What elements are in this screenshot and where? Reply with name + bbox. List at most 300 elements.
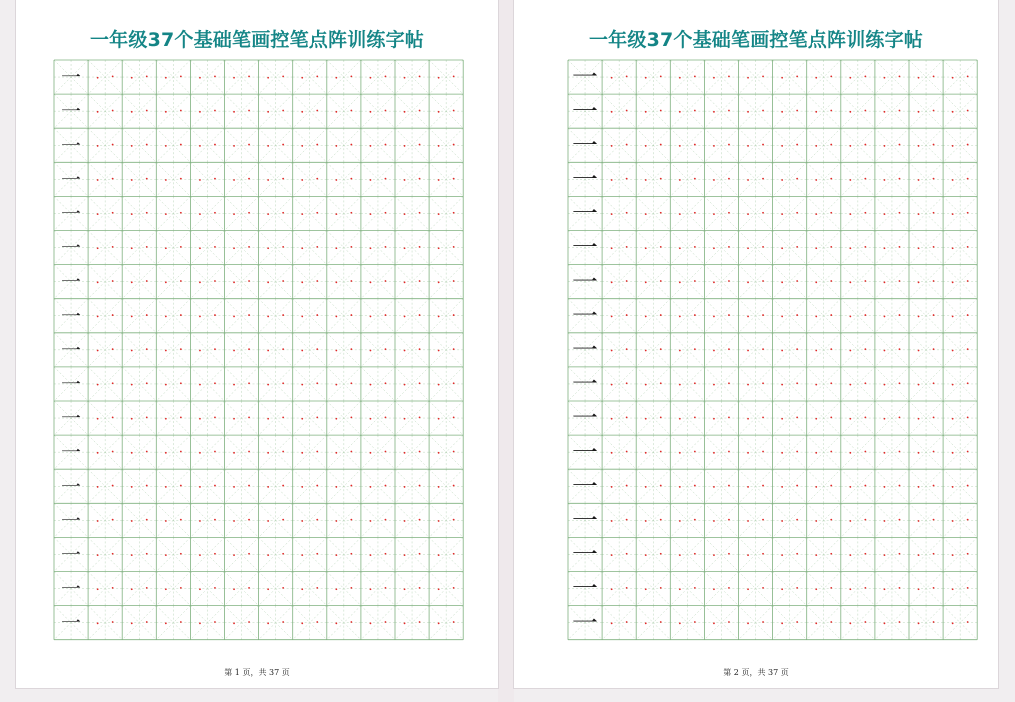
start-dot xyxy=(370,179,372,181)
end-dot xyxy=(180,280,182,282)
model-stroke-char: 一 xyxy=(61,303,82,328)
end-dot xyxy=(660,416,662,418)
start-dot xyxy=(918,179,920,181)
practice-cell xyxy=(327,265,361,299)
end-dot xyxy=(728,75,730,77)
end-dot xyxy=(453,451,455,453)
start-dot xyxy=(131,520,133,522)
practice-cell xyxy=(875,606,909,640)
end-dot xyxy=(660,519,662,521)
start-dot xyxy=(233,452,235,454)
start-dot xyxy=(301,77,303,79)
start-dot xyxy=(849,384,851,386)
practice-cell xyxy=(773,503,807,537)
practice-cell xyxy=(395,162,429,196)
practice-cell xyxy=(395,94,429,128)
start-dot xyxy=(165,588,167,590)
practice-cell xyxy=(293,435,327,469)
end-dot xyxy=(864,178,866,180)
practice-cell xyxy=(259,231,293,265)
practice-cell xyxy=(88,401,122,435)
end-dot xyxy=(796,553,798,555)
practice-cell xyxy=(54,572,88,606)
practice-cell xyxy=(225,196,259,230)
practice-cell xyxy=(190,572,224,606)
end-dot xyxy=(626,416,628,418)
start-dot xyxy=(611,520,613,522)
end-dot xyxy=(762,485,764,487)
start-dot xyxy=(713,588,715,590)
practice-cell xyxy=(395,265,429,299)
end-dot xyxy=(112,382,114,384)
practice-cell xyxy=(875,94,909,128)
end-dot xyxy=(385,553,387,555)
document-page-2[interactable] xyxy=(514,0,998,688)
end-dot xyxy=(350,144,352,146)
end-dot xyxy=(626,178,628,180)
end-dot xyxy=(864,485,866,487)
practice-cell xyxy=(807,265,841,299)
start-dot xyxy=(131,281,133,283)
end-dot xyxy=(728,212,730,214)
end-dot xyxy=(419,451,421,453)
start-dot xyxy=(97,213,99,215)
practice-cell xyxy=(225,231,259,265)
end-dot xyxy=(248,178,250,180)
practice-cell xyxy=(327,537,361,571)
end-dot xyxy=(112,178,114,180)
practice-cell xyxy=(602,606,636,640)
start-dot xyxy=(884,316,886,318)
start-dot xyxy=(645,554,647,556)
end-dot xyxy=(762,246,764,248)
start-dot xyxy=(645,520,647,522)
practice-cell xyxy=(568,94,602,128)
practice-cell xyxy=(875,435,909,469)
start-dot xyxy=(645,111,647,113)
end-dot xyxy=(796,587,798,589)
end-dot xyxy=(112,621,114,623)
practice-cell xyxy=(704,265,738,299)
end-dot xyxy=(146,553,148,555)
practice-cell xyxy=(670,333,704,367)
end-dot xyxy=(933,110,935,112)
practice-cell xyxy=(807,469,841,503)
start-dot xyxy=(438,179,440,181)
practice-cell xyxy=(909,94,943,128)
start-dot xyxy=(713,384,715,386)
start-dot xyxy=(438,520,440,522)
practice-cell xyxy=(773,333,807,367)
start-dot xyxy=(97,350,99,352)
practice-cell xyxy=(54,367,88,401)
end-dot xyxy=(248,144,250,146)
end-dot xyxy=(626,553,628,555)
practice-cell xyxy=(190,299,224,333)
end-dot xyxy=(248,280,250,282)
practice-cell xyxy=(395,333,429,367)
end-dot xyxy=(146,212,148,214)
practice-cell xyxy=(54,231,88,265)
practice-cell xyxy=(190,537,224,571)
practice-cell xyxy=(773,537,807,571)
practice-cell xyxy=(909,606,943,640)
start-dot xyxy=(815,520,817,522)
end-dot xyxy=(385,485,387,487)
end-dot xyxy=(248,519,250,521)
model-stroke-char: 一 xyxy=(61,610,82,635)
end-dot xyxy=(762,75,764,77)
end-dot xyxy=(112,280,114,282)
practice-cell xyxy=(568,162,602,196)
end-dot xyxy=(453,416,455,418)
end-dot xyxy=(830,485,832,487)
practice-cell xyxy=(225,469,259,503)
practice-cell xyxy=(943,60,977,94)
end-dot xyxy=(626,621,628,623)
practice-cell xyxy=(568,503,602,537)
practice-cell xyxy=(327,196,361,230)
start-dot xyxy=(645,281,647,283)
model-stroke-char: 一 xyxy=(61,508,82,533)
end-dot xyxy=(967,587,969,589)
practice-cell xyxy=(327,367,361,401)
practice-cell xyxy=(909,572,943,606)
practice-cell xyxy=(807,231,841,265)
end-dot xyxy=(316,621,318,623)
start-dot xyxy=(199,520,201,522)
end-dot xyxy=(385,178,387,180)
start-dot xyxy=(952,281,954,283)
start-dot xyxy=(131,622,133,624)
practice-cell xyxy=(190,128,224,162)
end-dot xyxy=(385,519,387,521)
end-dot xyxy=(933,348,935,350)
practice-cell xyxy=(156,572,190,606)
end-dot xyxy=(112,314,114,316)
practice-cell xyxy=(909,299,943,333)
practice-cell xyxy=(636,162,670,196)
practice-cell xyxy=(704,94,738,128)
practice-cell xyxy=(395,299,429,333)
practice-cell xyxy=(190,196,224,230)
model-stroke-char: 一 xyxy=(572,506,599,537)
start-dot xyxy=(952,145,954,147)
start-dot xyxy=(165,350,167,352)
start-dot xyxy=(747,316,749,318)
end-dot xyxy=(146,451,148,453)
start-dot xyxy=(233,145,235,147)
practice-cell xyxy=(909,265,943,299)
end-dot xyxy=(180,553,182,555)
practice-cell xyxy=(429,435,463,469)
end-dot xyxy=(112,451,114,453)
start-dot xyxy=(335,145,337,147)
end-dot xyxy=(282,553,284,555)
end-dot xyxy=(728,587,730,589)
practice-cell xyxy=(225,537,259,571)
end-dot xyxy=(146,246,148,248)
end-dot xyxy=(626,587,628,589)
start-dot xyxy=(781,247,783,249)
practice-cell xyxy=(225,128,259,162)
end-dot xyxy=(899,144,901,146)
start-dot xyxy=(679,418,681,420)
end-dot xyxy=(933,451,935,453)
end-dot xyxy=(419,212,421,214)
end-dot xyxy=(864,519,866,521)
start-dot xyxy=(233,384,235,386)
practice-cell xyxy=(670,94,704,128)
start-dot xyxy=(645,486,647,488)
start-dot xyxy=(713,179,715,181)
practice-cell xyxy=(361,231,395,265)
end-dot xyxy=(180,75,182,77)
start-dot xyxy=(301,213,303,215)
end-dot xyxy=(967,212,969,214)
practice-cell xyxy=(704,231,738,265)
start-dot xyxy=(815,213,817,215)
end-dot xyxy=(660,280,662,282)
start-dot xyxy=(884,350,886,352)
practice-cell xyxy=(807,572,841,606)
model-stroke-char: 一 xyxy=(61,337,82,362)
end-dot xyxy=(316,485,318,487)
practice-cell xyxy=(54,537,88,571)
start-dot xyxy=(815,247,817,249)
model-stroke-char: 一 xyxy=(61,167,82,192)
practice-cell xyxy=(739,572,773,606)
practice-cell xyxy=(602,537,636,571)
end-dot xyxy=(453,75,455,77)
start-dot xyxy=(335,418,337,420)
end-dot xyxy=(660,246,662,248)
practice-cell xyxy=(568,537,602,571)
start-dot xyxy=(233,213,235,215)
end-dot xyxy=(933,416,935,418)
practice-cell xyxy=(739,503,773,537)
model-stroke-char: 一 xyxy=(572,335,599,366)
practice-cell xyxy=(943,572,977,606)
end-dot xyxy=(830,553,832,555)
practice-cell xyxy=(568,333,602,367)
practice-cell xyxy=(602,265,636,299)
end-dot xyxy=(864,382,866,384)
practice-cell xyxy=(773,231,807,265)
practice-cell xyxy=(670,162,704,196)
start-dot xyxy=(404,622,406,624)
practice-cell xyxy=(909,435,943,469)
practice-cell xyxy=(122,503,156,537)
start-dot xyxy=(918,418,920,420)
practice-cell xyxy=(190,162,224,196)
practice-cell xyxy=(88,128,122,162)
model-stroke-char: 一 xyxy=(61,440,82,465)
model-stroke-char: 一 xyxy=(572,233,599,264)
practice-cell xyxy=(704,299,738,333)
practice-cell xyxy=(190,503,224,537)
model-stroke-char: 一 xyxy=(61,269,82,294)
start-dot xyxy=(611,486,613,488)
end-dot xyxy=(316,144,318,146)
practice-cell xyxy=(670,265,704,299)
practice-cell xyxy=(54,469,88,503)
end-dot xyxy=(694,75,696,77)
practice-cell xyxy=(739,606,773,640)
practice-cell xyxy=(54,162,88,196)
practice-cell xyxy=(327,469,361,503)
end-dot xyxy=(933,621,935,623)
model-stroke-char: 一 xyxy=(572,472,599,503)
practice-cell xyxy=(327,572,361,606)
end-dot xyxy=(316,280,318,282)
end-dot xyxy=(694,144,696,146)
end-dot xyxy=(146,621,148,623)
practice-cell xyxy=(909,469,943,503)
practice-cell xyxy=(361,537,395,571)
model-stroke-char: 一 xyxy=(61,542,82,567)
start-dot xyxy=(404,247,406,249)
practice-cell xyxy=(54,196,88,230)
start-dot xyxy=(233,554,235,556)
end-dot xyxy=(660,485,662,487)
practice-cell xyxy=(190,435,224,469)
start-dot xyxy=(404,384,406,386)
practice-cell xyxy=(636,231,670,265)
start-dot xyxy=(370,554,372,556)
end-dot xyxy=(694,621,696,623)
end-dot xyxy=(248,587,250,589)
practice-cell xyxy=(875,128,909,162)
practice-cell xyxy=(327,401,361,435)
end-dot xyxy=(282,348,284,350)
end-dot xyxy=(453,621,455,623)
end-dot xyxy=(316,246,318,248)
start-dot xyxy=(849,281,851,283)
start-dot xyxy=(815,77,817,79)
practice-cell xyxy=(773,606,807,640)
start-dot xyxy=(97,111,99,113)
end-dot xyxy=(762,587,764,589)
practice-cell xyxy=(259,435,293,469)
start-dot xyxy=(611,350,613,352)
start-dot xyxy=(165,77,167,79)
practice-cell xyxy=(88,94,122,128)
end-dot xyxy=(146,110,148,112)
practice-cell xyxy=(395,435,429,469)
start-dot xyxy=(335,452,337,454)
start-dot xyxy=(301,452,303,454)
practice-cell xyxy=(361,162,395,196)
start-dot xyxy=(301,316,303,318)
end-dot xyxy=(967,451,969,453)
end-dot xyxy=(694,110,696,112)
practice-cell xyxy=(395,367,429,401)
end-dot xyxy=(933,553,935,555)
practice-cell xyxy=(875,265,909,299)
start-dot xyxy=(199,588,201,590)
practice-cell xyxy=(841,162,875,196)
practice-cell xyxy=(943,469,977,503)
start-dot xyxy=(781,350,783,352)
start-dot xyxy=(952,622,954,624)
start-dot xyxy=(267,486,269,488)
end-dot xyxy=(728,144,730,146)
document-page-1[interactable] xyxy=(16,0,498,688)
practice-cell xyxy=(909,60,943,94)
practice-cell xyxy=(54,333,88,367)
practice-cell xyxy=(875,162,909,196)
model-stroke-char: 一 xyxy=(61,201,82,226)
start-dot xyxy=(918,384,920,386)
start-dot xyxy=(679,316,681,318)
end-dot xyxy=(728,178,730,180)
practice-cell xyxy=(773,162,807,196)
practice-cell xyxy=(429,60,463,94)
practice-cell xyxy=(636,60,670,94)
practice-cell xyxy=(190,94,224,128)
start-dot xyxy=(404,316,406,318)
end-dot xyxy=(694,416,696,418)
end-dot xyxy=(694,178,696,180)
practice-cell xyxy=(293,196,327,230)
model-stroke-char: 一 xyxy=(61,474,82,499)
practice-cell xyxy=(636,333,670,367)
end-dot xyxy=(796,280,798,282)
practice-cell xyxy=(670,196,704,230)
start-dot xyxy=(438,145,440,147)
end-dot xyxy=(660,212,662,214)
start-dot xyxy=(404,350,406,352)
end-dot xyxy=(248,348,250,350)
practice-cell xyxy=(156,196,190,230)
practice-cell xyxy=(807,333,841,367)
start-dot xyxy=(199,554,201,556)
practice-cell xyxy=(293,572,327,606)
end-dot xyxy=(694,382,696,384)
practice-cell xyxy=(602,299,636,333)
practice-grid xyxy=(514,0,998,688)
end-dot xyxy=(180,587,182,589)
practice-cell xyxy=(259,299,293,333)
practice-cell xyxy=(122,367,156,401)
end-dot xyxy=(626,382,628,384)
practice-cell xyxy=(122,128,156,162)
start-dot xyxy=(713,486,715,488)
end-dot xyxy=(385,314,387,316)
end-dot xyxy=(214,519,216,521)
start-dot xyxy=(679,588,681,590)
end-dot xyxy=(762,451,764,453)
start-dot xyxy=(404,213,406,215)
start-dot xyxy=(370,316,372,318)
start-dot xyxy=(781,384,783,386)
start-dot xyxy=(404,179,406,181)
practice-cell xyxy=(429,503,463,537)
end-dot xyxy=(180,212,182,214)
practice-cell xyxy=(739,231,773,265)
start-dot xyxy=(918,281,920,283)
end-dot xyxy=(453,212,455,214)
end-dot xyxy=(660,314,662,316)
start-dot xyxy=(713,281,715,283)
practice-cell xyxy=(670,128,704,162)
end-dot xyxy=(728,246,730,248)
practice-cell xyxy=(395,503,429,537)
end-dot xyxy=(248,212,250,214)
practice-cell xyxy=(88,572,122,606)
start-dot xyxy=(747,77,749,79)
